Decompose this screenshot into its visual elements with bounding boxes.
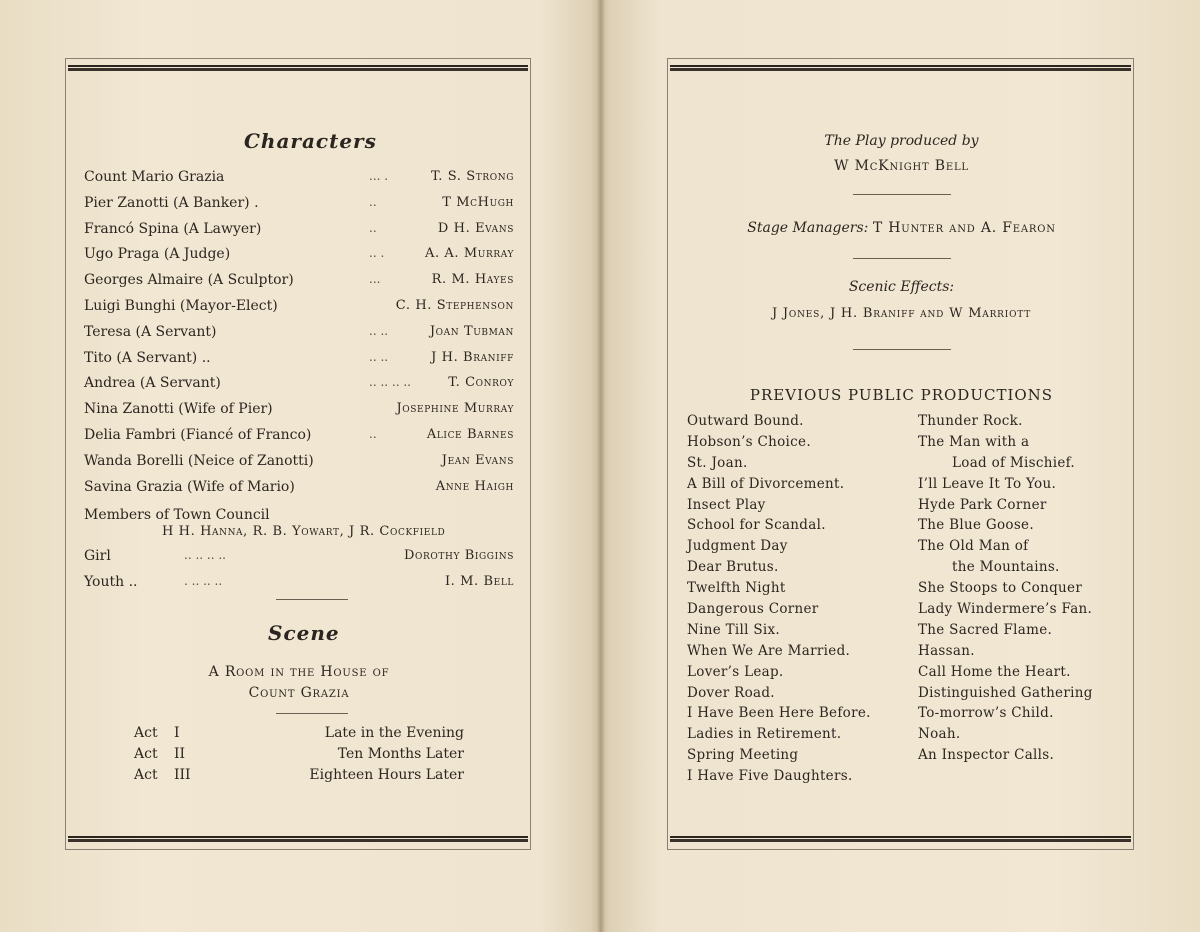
cast-actor: D H. Evans (437, 220, 514, 236)
divider (853, 349, 951, 350)
production-title: St. Joan. (687, 454, 748, 471)
cast-actor: Dorothy Biggins (404, 548, 514, 563)
center-fold (597, 0, 605, 932)
production-title: Dangerous Corner (687, 601, 819, 618)
production-title: A Bill of Divorcement. (687, 475, 845, 492)
cast-row (84, 272, 514, 294)
stage-managers-names: T Hunter and A. Fearon (872, 220, 1056, 236)
production-title: Spring Meeting (687, 747, 799, 764)
leader-dots: .. . (369, 246, 385, 261)
bottom-double-rule (68, 834, 528, 845)
production-title: the Mountains. (952, 559, 1060, 576)
production-title: I Have Five Daughters. (687, 768, 853, 785)
cast-actor: A. A. Murray (424, 246, 514, 262)
cast-row (84, 221, 514, 243)
leader-dots: .. (369, 220, 377, 235)
cast-role: Delia Fambri (Fiancé of Franco) (84, 427, 312, 443)
productions-left-column (687, 413, 871, 789)
divider (853, 258, 951, 259)
scenic-effects-label: Scenic Effects: (848, 279, 955, 295)
cast-actor: T McHugh (442, 194, 514, 210)
production-title: I’ll Leave It To You. (918, 475, 1057, 492)
cast-actor: T. S. Strong (430, 169, 514, 184)
cast-actor: T. Conroy (448, 375, 514, 391)
act-label: Act (134, 746, 158, 762)
leader-dots: .. .. (369, 349, 389, 364)
production-title: School for Scandal. (687, 517, 826, 534)
act-row (134, 725, 464, 745)
act-number: III (174, 767, 191, 783)
act-number: II (174, 746, 186, 762)
cast-role: Georges Almaire (A Sculptor) (84, 272, 294, 289)
act-label: Act (134, 725, 158, 741)
top-double-rule (670, 63, 1131, 74)
cast-row (84, 375, 514, 397)
production-title: Thunder Rock. (918, 413, 1023, 429)
production-title: The Old Man of (918, 538, 1029, 555)
right-page-panel (667, 58, 1134, 850)
production-title: Lady Windermere’s Fan. (918, 601, 1093, 618)
cast-actor: Joan Tubman (429, 323, 514, 339)
leader-dots: .. (369, 427, 377, 441)
cast-row (84, 453, 514, 475)
cast-row (84, 427, 514, 449)
act-label: Act (134, 767, 158, 783)
cast-row (84, 574, 514, 596)
act-time: Ten Months Later (337, 746, 464, 762)
cast-actor: J H. Braniff (431, 349, 514, 365)
cast-row (84, 401, 514, 423)
production-title: Load of Mischief. (952, 454, 1076, 471)
production-title: To-morrow’s Child. (918, 705, 1054, 722)
divider (276, 599, 348, 600)
cast-role: Girl (84, 548, 111, 564)
producer-name: W McKnight Bell (834, 158, 969, 174)
cast-role: Youth .. (84, 574, 138, 590)
production-title: The Blue Goose. (918, 517, 1034, 534)
cast-row (84, 169, 514, 191)
leader-dots: ... (369, 272, 381, 287)
production-title: Noah. (918, 726, 961, 743)
cast-actor: Alice Barnes (426, 427, 514, 442)
cast-role: Wanda Borelli (Neice of Zanotti) (84, 452, 314, 469)
cast-row (84, 350, 514, 372)
production-title: Nine Till Six. (687, 621, 781, 638)
production-title: Call Home the Heart. (918, 663, 1071, 680)
cast-role: Ugo Praga (A Judge) (84, 246, 231, 263)
productions-right-column (918, 413, 1093, 768)
production-title: Hyde Park Corner (918, 496, 1047, 513)
council-label: Members of Town Council (84, 507, 270, 523)
cast-row (84, 298, 514, 320)
stage-managers-label: Stage Managers: (747, 220, 869, 236)
production-title: Lover’s Leap. (687, 663, 784, 680)
leader-dots: .. (369, 194, 377, 209)
production-title: Distinguished Gathering (918, 684, 1093, 701)
cast-row (84, 548, 514, 570)
cast-role: Count Mario Grazia (84, 169, 225, 185)
cast-role: Savina Grazia (Wife of Mario) (84, 478, 295, 495)
cast-actor: Anne Haigh (435, 478, 514, 494)
leader-dots: .. .. .. .. (369, 375, 411, 390)
council-names: H H. Hanna, R. B. Yowart, J R. Cockfield (162, 524, 446, 539)
productions-heading: PREVIOUS PUBLIC PRODUCTIONS (749, 386, 1054, 404)
stage-managers-line (668, 220, 1135, 236)
leader-dots: .. .. .. .. (184, 548, 226, 562)
cast-role: Andrea (A Servant) (84, 375, 221, 392)
act-time: Late in the Evening (324, 725, 464, 741)
production-title: An Inspector Calls. (918, 747, 1055, 764)
scene-line-1: A Room in the House of (208, 664, 390, 680)
production-title: When We Are Married. (687, 642, 851, 659)
production-title: Hassan. (918, 642, 975, 659)
production-title: The Sacred Flame. (918, 621, 1053, 638)
divider (853, 194, 951, 195)
act-number: I (174, 725, 180, 741)
cast-row (84, 246, 514, 268)
production-title: Judgment Day (687, 538, 788, 555)
leader-dots: .. .. (369, 323, 389, 338)
cast-row (84, 195, 514, 217)
produced-by-label: The Play produced by (824, 133, 979, 149)
cast-row (84, 479, 514, 501)
cast-role: Luigi Bunghi (Mayor-Elect) (84, 298, 278, 314)
cast-actor: Jean Evans (441, 452, 514, 468)
production-title: She Stoops to Conquer (918, 580, 1083, 597)
scenic-effects-names: J Jones, J H. Braniff and W Marriott (771, 306, 1032, 321)
cast-role: Tito (A Servant) .. (84, 349, 211, 366)
left-page-panel (65, 58, 531, 850)
cast-actor: I. M. Bell (444, 574, 514, 589)
cast-row (84, 324, 514, 346)
act-row (134, 746, 464, 766)
production-title: Dear Brutus. (687, 559, 779, 576)
production-title: Insect Play (687, 496, 766, 513)
cast-actor: Josephine Murray (396, 401, 514, 417)
cast-actor: C. H. Stephenson (395, 298, 514, 313)
act-row (134, 767, 464, 787)
production-title: Twelfth Night (687, 580, 786, 597)
top-double-rule (68, 63, 528, 74)
production-title: The Man with a (918, 433, 1030, 450)
cast-role: Pier Zanotti (A Banker) . (84, 194, 259, 211)
scene-line-2: Count Grazia (248, 685, 350, 701)
scene-heading: Scene (268, 621, 340, 645)
production-title: I Have Been Here Before. (687, 705, 871, 722)
cast-role: Teresa (A Servant) (84, 323, 217, 340)
production-title: Outward Bound. (687, 413, 804, 429)
cast-actor: R. M. Hayes (431, 272, 514, 288)
cast-role: Nina Zanotti (Wife of Pier) (84, 401, 273, 418)
bottom-double-rule (670, 834, 1131, 845)
divider (276, 713, 348, 714)
production-title: Hobson’s Choice. (687, 433, 811, 450)
leader-dots: ... . (369, 169, 389, 183)
leader-dots: . .. .. .. (184, 574, 223, 588)
production-title: Ladies in Retirement. (687, 726, 842, 743)
production-title: Dover Road. (687, 684, 775, 701)
cast-role: Francó Spina (A Lawyer) (84, 220, 262, 237)
characters-heading: Characters (244, 129, 377, 153)
act-time: Eighteen Hours Later (309, 767, 464, 783)
